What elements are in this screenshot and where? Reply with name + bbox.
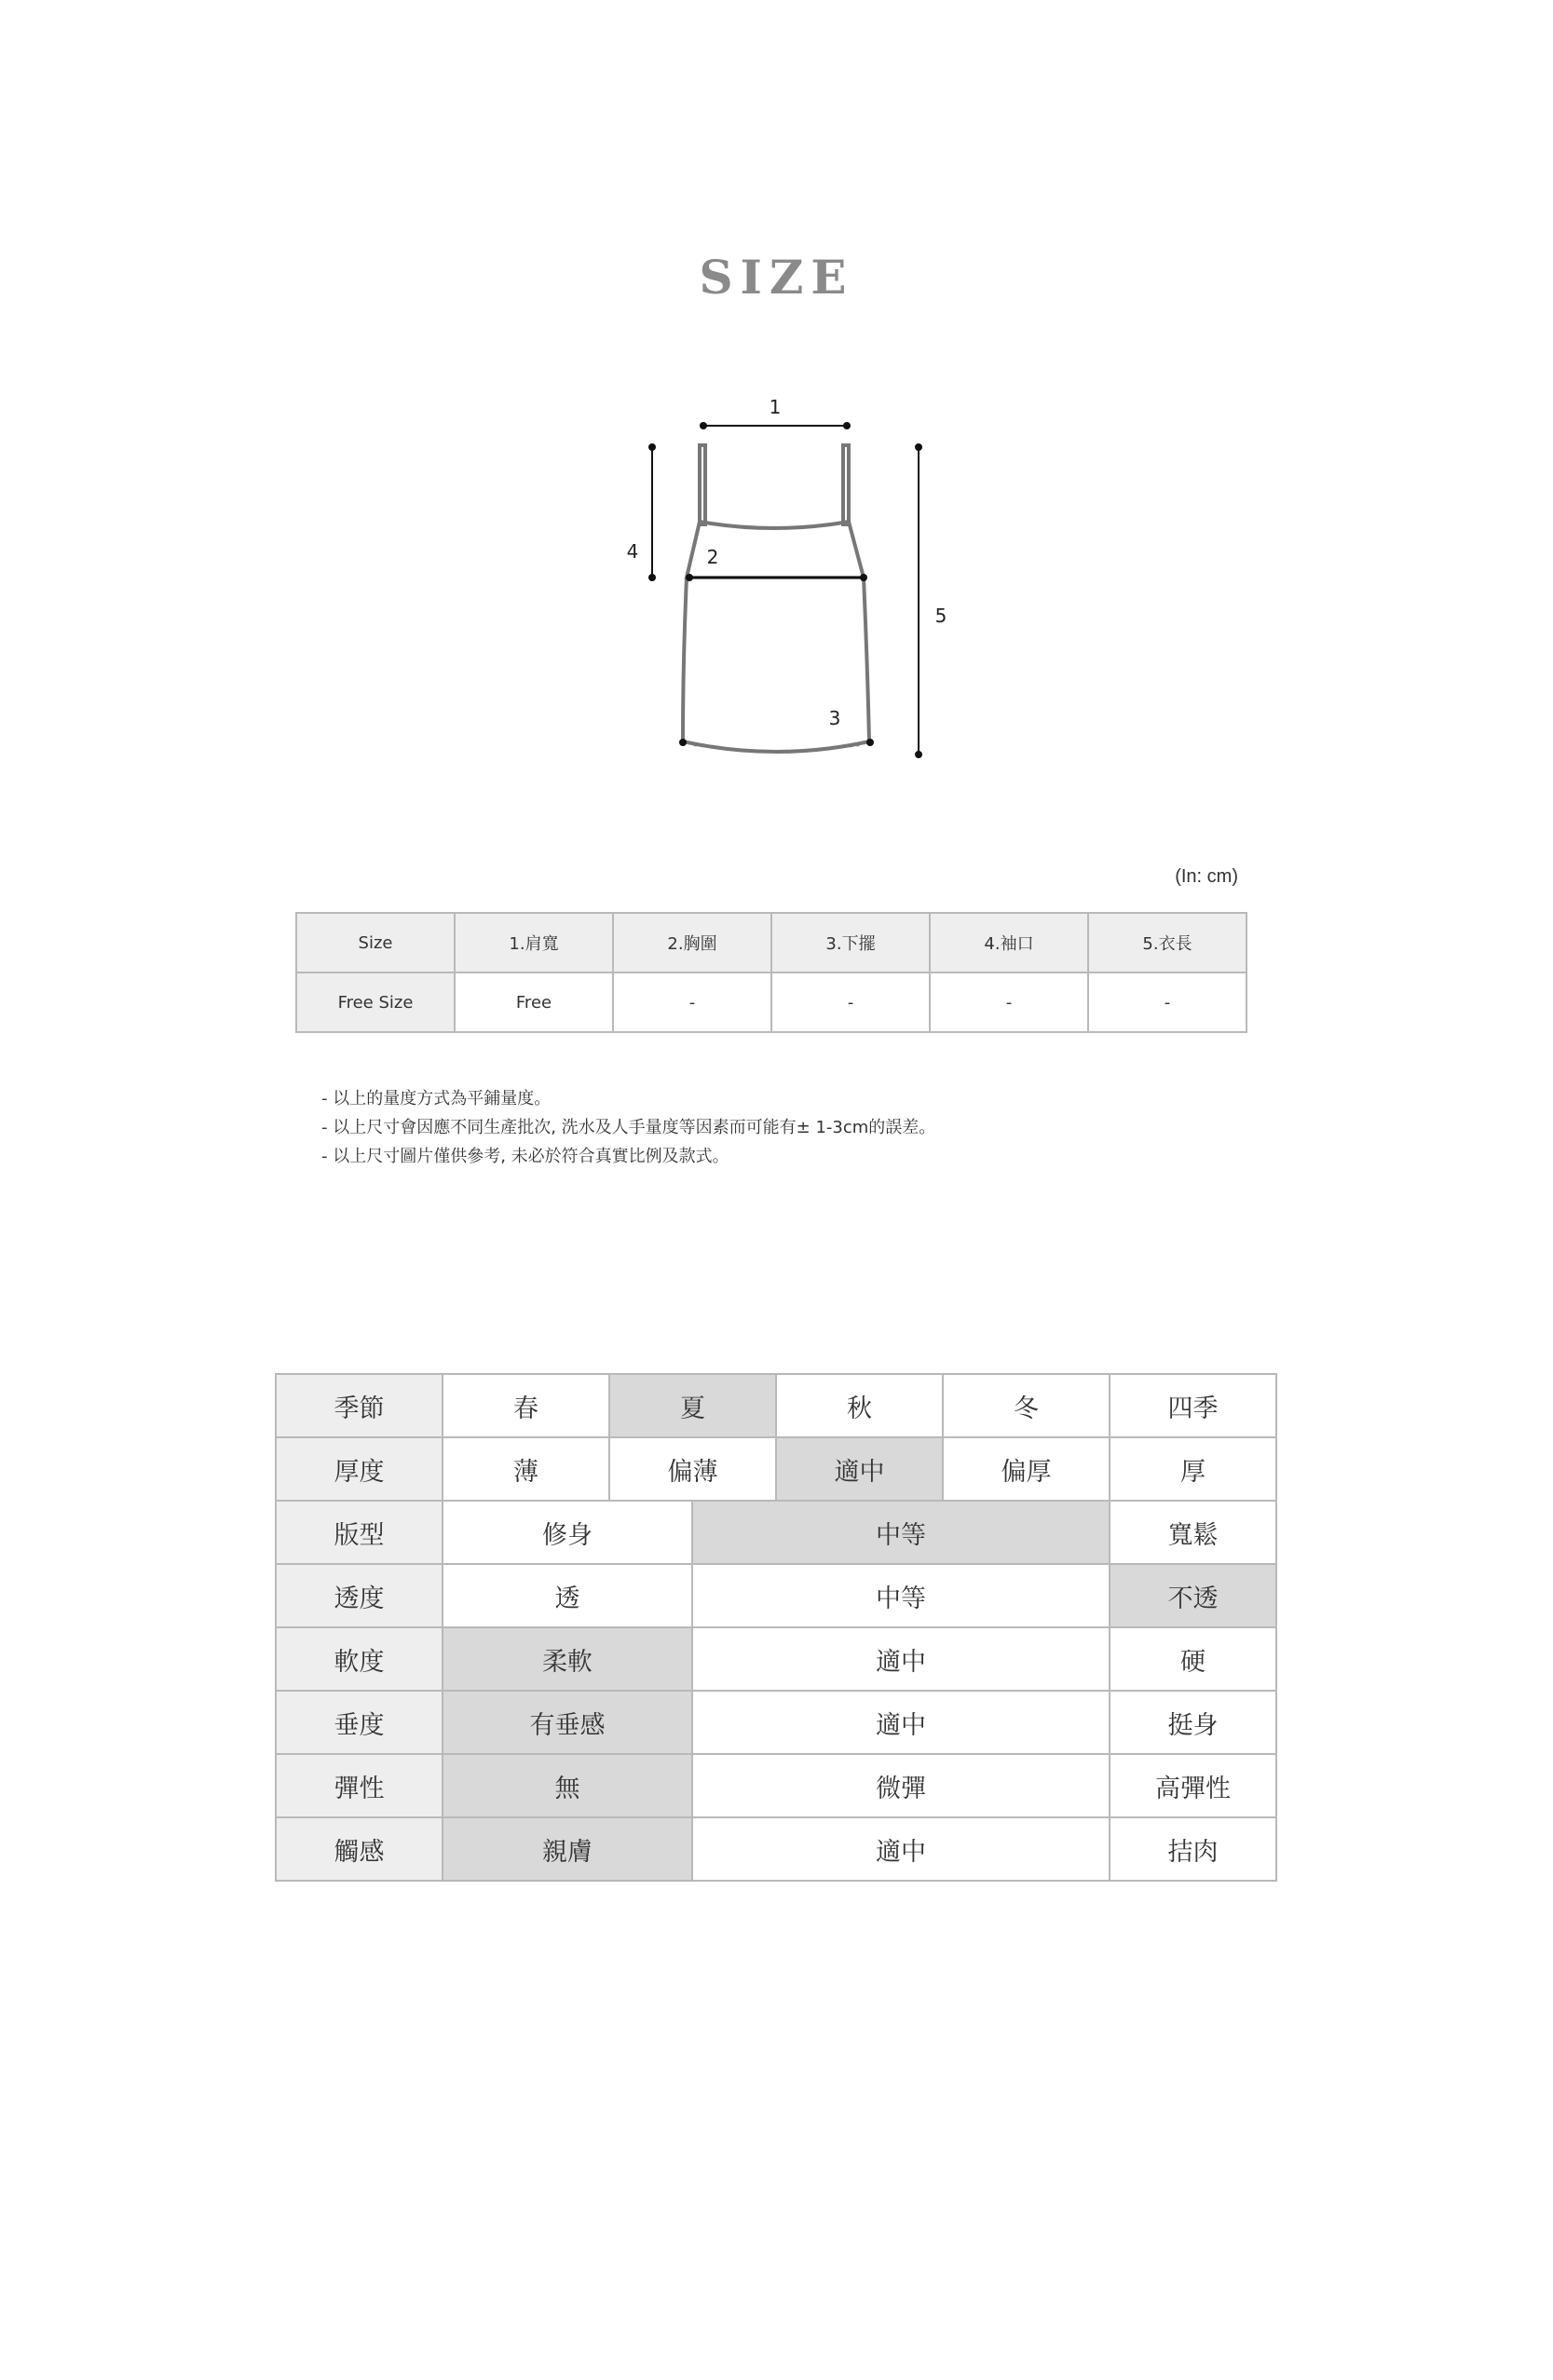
- attr-option-selected: 夏: [609, 1374, 776, 1437]
- attr-row-thickness: [276, 1437, 1276, 1501]
- attr-option-selected: 親膚: [443, 1817, 692, 1881]
- attr-option: 冬: [943, 1374, 1110, 1437]
- size-cell: -: [771, 972, 930, 1032]
- attr-row-season: [276, 1374, 1276, 1437]
- attr-option: 硬: [1110, 1627, 1276, 1691]
- measure-line-chest: [686, 574, 867, 581]
- size-table-row: [296, 972, 1246, 1032]
- attr-label: 厚度: [276, 1437, 443, 1501]
- unit-label: (In: cm): [1175, 866, 1238, 887]
- label-5: 5: [934, 605, 947, 627]
- attr-option: 修身: [443, 1501, 692, 1564]
- size-cell: Free Size: [296, 972, 455, 1032]
- size-cell: -: [930, 972, 1088, 1032]
- measure-line-shoulder: [700, 422, 851, 429]
- attr-option: 中等: [692, 1564, 1110, 1627]
- size-header-cell: 3.下擺: [771, 913, 930, 972]
- attr-label: 軟度: [276, 1627, 443, 1691]
- attr-label: 透度: [276, 1564, 443, 1627]
- attr-row-drape: [276, 1691, 1276, 1754]
- notes-list: [321, 1084, 935, 1171]
- attr-option: 偏薄: [609, 1437, 776, 1501]
- page-title: SIZE: [699, 250, 854, 305]
- garment-diagram: [0, 0, 1553, 838]
- attr-option: 適中: [692, 1627, 1110, 1691]
- size-table-header-row: [296, 913, 1246, 972]
- attr-option: 偏厚: [943, 1437, 1110, 1501]
- size-cell: Free: [455, 972, 613, 1032]
- attr-row-elasticity: [276, 1754, 1276, 1817]
- note-item: - 以上尺寸會因應不同生產批次, 洗水及人手量度等因素而可能有± 1-3cm的誤差。: [321, 1118, 936, 1137]
- attr-option: 拮肉: [1110, 1817, 1276, 1881]
- label-2: 2: [706, 546, 719, 568]
- attr-option: 高彈性: [1110, 1754, 1276, 1817]
- attr-option-selected: 適中: [776, 1437, 943, 1501]
- attr-option: 適中: [692, 1817, 1110, 1881]
- attr-label: 彈性: [276, 1754, 443, 1817]
- attr-label: 季節: [276, 1374, 443, 1437]
- size-header-cell: 4.袖口: [930, 913, 1088, 972]
- attr-option-selected: 中等: [692, 1501, 1110, 1564]
- attr-option-selected: 有垂感: [443, 1691, 692, 1754]
- attr-option: 微彈: [692, 1754, 1110, 1817]
- attr-option-selected: 柔軟: [443, 1627, 692, 1691]
- attr-label: 版型: [276, 1501, 443, 1564]
- attr-option: 寬鬆: [1110, 1501, 1276, 1564]
- note-item: - 以上的量度方式為平鋪量度。: [321, 1089, 552, 1108]
- attr-row-softness: [276, 1627, 1276, 1691]
- fabric-attribute-table: [275, 1373, 1277, 1882]
- size-cell: -: [1088, 972, 1246, 1032]
- attr-option-selected: 無: [443, 1754, 692, 1817]
- attr-option-selected: 不透: [1110, 1564, 1276, 1627]
- attr-row-fit: [276, 1501, 1276, 1564]
- attr-option: 春: [443, 1374, 609, 1437]
- attr-label: 垂度: [276, 1691, 443, 1754]
- attr-row-touch: [276, 1817, 1276, 1881]
- label-1: 1: [769, 396, 782, 418]
- size-header-cell: 5.衣長: [1088, 913, 1246, 972]
- attr-option: 透: [443, 1564, 692, 1627]
- note-item: - 以上尺寸圖片僅供參考, 未必於符合真實比例及款式。: [321, 1147, 729, 1166]
- attr-row-sheerness: [276, 1564, 1276, 1627]
- size-table: [295, 912, 1247, 1033]
- camisole-outline: [683, 445, 869, 752]
- attr-label: 觸感: [276, 1817, 443, 1881]
- size-header-cell: 2.胸圍: [613, 913, 771, 972]
- label-4: 4: [626, 540, 639, 563]
- measure-line-length: [915, 443, 922, 758]
- attr-option: 厚: [1110, 1437, 1276, 1501]
- attr-option: 適中: [692, 1691, 1110, 1754]
- measure-line-armhole: [648, 443, 656, 581]
- attr-option: 挺身: [1110, 1691, 1276, 1754]
- attr-option: 秋: [776, 1374, 943, 1437]
- size-header-cell: Size: [296, 913, 455, 972]
- label-3: 3: [828, 707, 841, 729]
- attr-option: 四季: [1110, 1374, 1276, 1437]
- size-header-cell: 1.肩寬: [455, 913, 613, 972]
- attr-option: 薄: [443, 1437, 609, 1501]
- size-cell: -: [613, 972, 771, 1032]
